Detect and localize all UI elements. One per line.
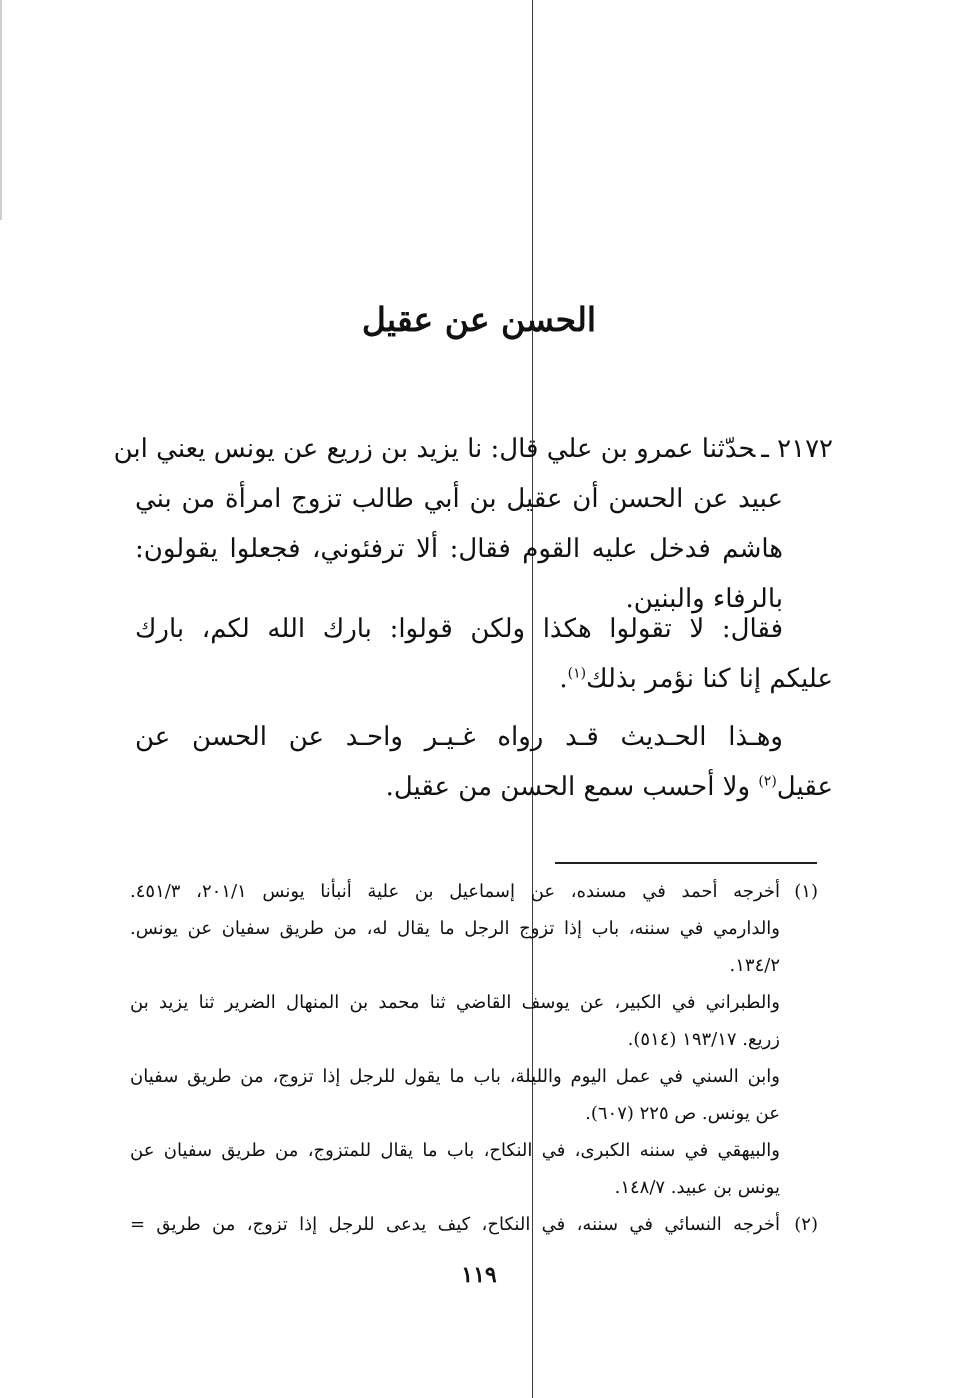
footnote-text: أخرجه النسائي في سننه، في النكاح، كيف يدعى للرجل إذا تزوج، من طريق = <box>130 1214 780 1235</box>
footnote-text: أخرجه أحمد في مسنده، عن إسماعيل بن علية أنبأنا يونس ٢٠١/١، ٤٥١/٣. <box>130 881 780 902</box>
footnote-line: ١٣٤/٢. <box>729 955 780 976</box>
hadith-line: عبيد عن الحسن أن عقيل بن أبي طالب تزوج امرأة من بني <box>135 484 783 514</box>
commentary-line <box>135 762 833 812</box>
commentary-start: عقيل <box>776 772 833 802</box>
continuation-block <box>135 604 833 704</box>
continuation-line: فقال: لا تقولوا هكذا ولكن قولوا: بارك الله لكم، بارك <box>135 614 783 644</box>
hadith-line-text: حدّثنا عمرو بن علي قال: نا يزيد بن زريع عن يونس يعني ابن <box>113 434 756 464</box>
footnote-separator <box>555 862 817 864</box>
footnote-line: والدارمي في سننه، باب إذا تزوج الرجل ما يقال له، من طريق سفيان عن يونس. <box>130 918 780 939</box>
footnote-line: زريع. ١٩٣/١٧ (٥١٤). <box>627 1029 780 1050</box>
continuation-line <box>135 654 833 704</box>
page-number: ١١٩ <box>461 1262 497 1288</box>
footnote-ref-2[interactable]: (٢) <box>758 773 777 790</box>
footnote-line: والطبراني في الكبير، عن يوسف القاضي ثنا محمد بن المنهال الضرير ثنا يزيد بن <box>130 992 780 1013</box>
hadith-block <box>113 424 833 624</box>
footnote-number: (٢) <box>794 1214 818 1235</box>
footnote-line: عن يونس. ص ٢٢٥ (٦٠٧). <box>585 1103 780 1124</box>
footnote-line <box>130 873 818 910</box>
hadith-number: ٢١٧٢ ـ <box>761 434 833 464</box>
commentary-rest: ولا أحسب سمع الحسن من عقيل. <box>385 772 759 802</box>
footnote-number: (١) <box>794 881 818 902</box>
footnote-line: والبيهقي في سننه الكبرى، في النكاح، باب ما يقال للمتزوج، من طريق سفيان عن <box>130 1140 780 1161</box>
footnote-line: وابن السني في عمل اليوم والليلة، باب ما يقول للرجل إذا تزوج، من طريق سفيان <box>130 1066 780 1087</box>
footnote-line <box>130 1206 818 1243</box>
scan-edge-mark <box>0 0 2 220</box>
continuation-text: عليكم إنا كنا نؤمر بذلك <box>586 664 833 694</box>
footnotes <box>130 873 818 1243</box>
hadith-line <box>113 424 833 474</box>
footnote-ref-1[interactable]: (١) <box>567 665 587 682</box>
continuation-end: . <box>559 664 568 694</box>
commentary-block <box>135 712 833 812</box>
hadith-line: هاشم فدخل عليه القوم فقال: ألا ترفئوني، فجعلوا يقولون: <box>135 534 783 564</box>
chapter-heading: الحسن عن عقيل <box>361 300 597 339</box>
commentary-line: وهـذا الحـديث قـد رواه غـيـر واحـد عن الحسن عن <box>135 722 783 752</box>
footnote-line: يونس بن عبيد. ١٤٨/٧. <box>614 1177 780 1198</box>
hadith-line: بالرفاء والبنين. <box>625 584 783 614</box>
